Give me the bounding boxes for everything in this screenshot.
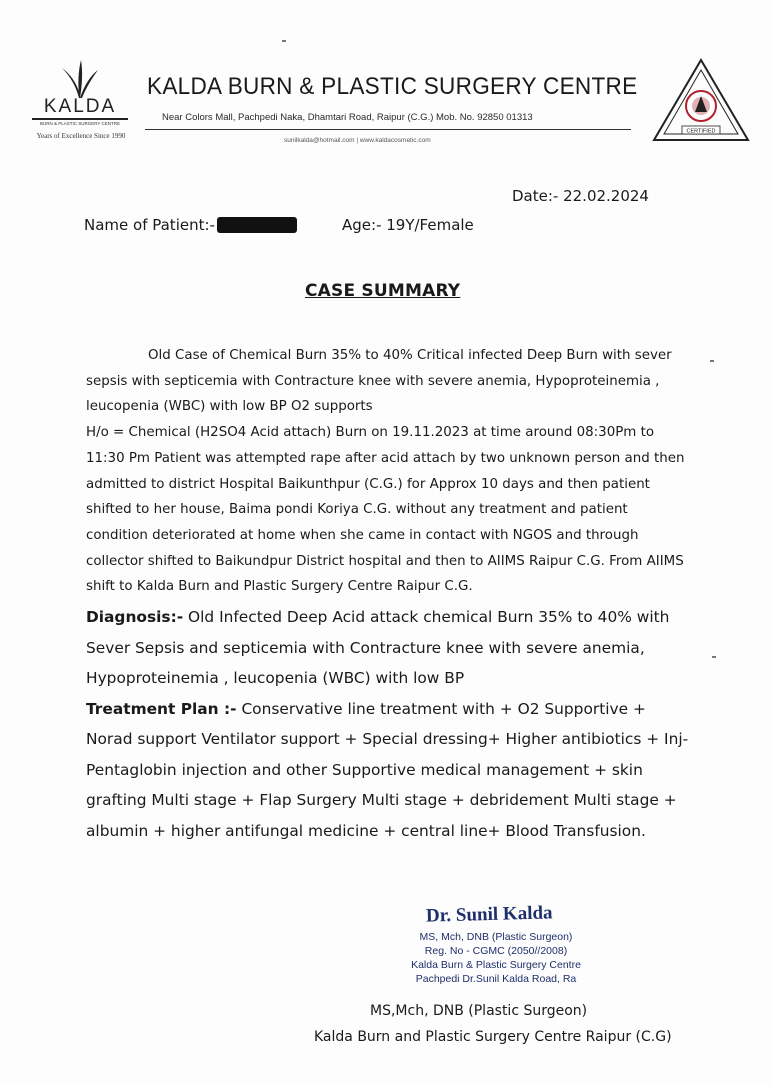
history-paragraph: H/o = Chemical (H2SO4 Acid attach) Burn on 19.11.2023 at time around 08:30Pm to 11:30 Pm Patient was attempted rape after acid attach by two unknown person and then admitted to district Hospital Baikunthpur (C.G.) for Approx 10 days and then patient shifted to her house, Baima pondi Koriya C.G. without any treatment and patient condition deteriorated at home when she came in contact with NGOS and through collector shifted to Baikundpur District hospital and then to AIIMS Raipur C.G. From AIIMS shift to Kalda Burn and Plastic Surgery Centre Raipur C.G. [86, 425, 685, 595]
document-date: Date:- 22.02.2024 [512, 187, 649, 205]
centre-address: Near Colors Mall, Pachpedi Naka, Dhamtari Road, Raipur (C.G.) Mob. No. 92850 01313 [162, 112, 533, 123]
logo-years: Years of Excellence Since 1990 [36, 132, 126, 140]
seal-label: CERTIFIED [686, 128, 716, 135]
footer-qualification: MS,Mch, DNB (Plastic Surgeon) [370, 1003, 588, 1019]
diagnosis-paragraph [86, 602, 692, 694]
kalda-logo-icon [56, 58, 102, 100]
summary-paragraph: Old Case of Chemical Burn 35% to 40% Critical infected Deep Burn with sever sepsis with septicemia with Contracture knee with severe anemia, Hypoproteinemia , leucopenia (WBC) with low BP O2 supports [86, 348, 672, 415]
patient-name-label: Name of Patient:- [84, 216, 215, 234]
patient-name-row [84, 216, 297, 234]
treatment-paragraph [86, 694, 692, 847]
patient-age: Age:- 19Y/Female [342, 216, 474, 234]
diagnosis-text: Old Infected Deep Acid attack chemical Burn 35% to 40% with Sever Sepsis and septicemia with Contracture knee with severe anemia, Hypoproteinemia , leucopenia (WBC) with low BP [86, 608, 670, 688]
stamp-line-address: Pachpedi Dr.Sunil Kalda Road, Ra [415, 973, 577, 985]
treatment-label: Treatment Plan :- [86, 699, 237, 718]
case-summary-title: CASE SUMMARY [305, 281, 461, 301]
stamp-line-registration: Reg. No - CGMC (2050//2008) [424, 945, 568, 957]
kalda-logo [26, 58, 134, 154]
centre-name: KALDA BURN & PLASTIC SURGERY CENTRE [147, 73, 638, 100]
stamp-line-qualification: MS, Mch, DNB (Plastic Surgeon) [419, 931, 573, 943]
scan-speck [710, 360, 714, 362]
diagnosis-label: Diagnosis:- [86, 608, 184, 627]
case-summary-body [86, 343, 692, 846]
redacted-patient-name [217, 217, 297, 233]
certification-seal-icon [650, 56, 752, 144]
doctor-signature: Dr. Sunil Kalda [425, 902, 553, 927]
logo-tagline: BURN & PLASTIC SURGERY CENTRE [39, 121, 121, 126]
logo-wordmark: KALDA [32, 96, 128, 120]
stamp-line-centre: Kalda Burn & Plastic Surgery Centre [411, 959, 581, 971]
doctor-stamp [386, 930, 606, 986]
treatment-text: Conservative line treatment with + O2 Supportive + Norad support Ventilator support + Special dressing+ Higher antibiotics + Inj- Pentaglobin injection and other Supportive medical management + skin grafting Multi stage + Flap Surgery Multi stage + debridement Multi stage + albumin + higher antifungal medicine + central line+ Blood Transfusion. [86, 699, 689, 840]
scan-speck [712, 656, 716, 658]
footer-centre: Kalda Burn and Plastic Surgery Centre Raipur (C.G) [314, 1029, 672, 1045]
scan-speck [282, 40, 286, 42]
centre-contact: sunilkalda@hotmail.com | www.kaldacosmetic.com [284, 137, 431, 144]
header-divider [145, 129, 631, 130]
